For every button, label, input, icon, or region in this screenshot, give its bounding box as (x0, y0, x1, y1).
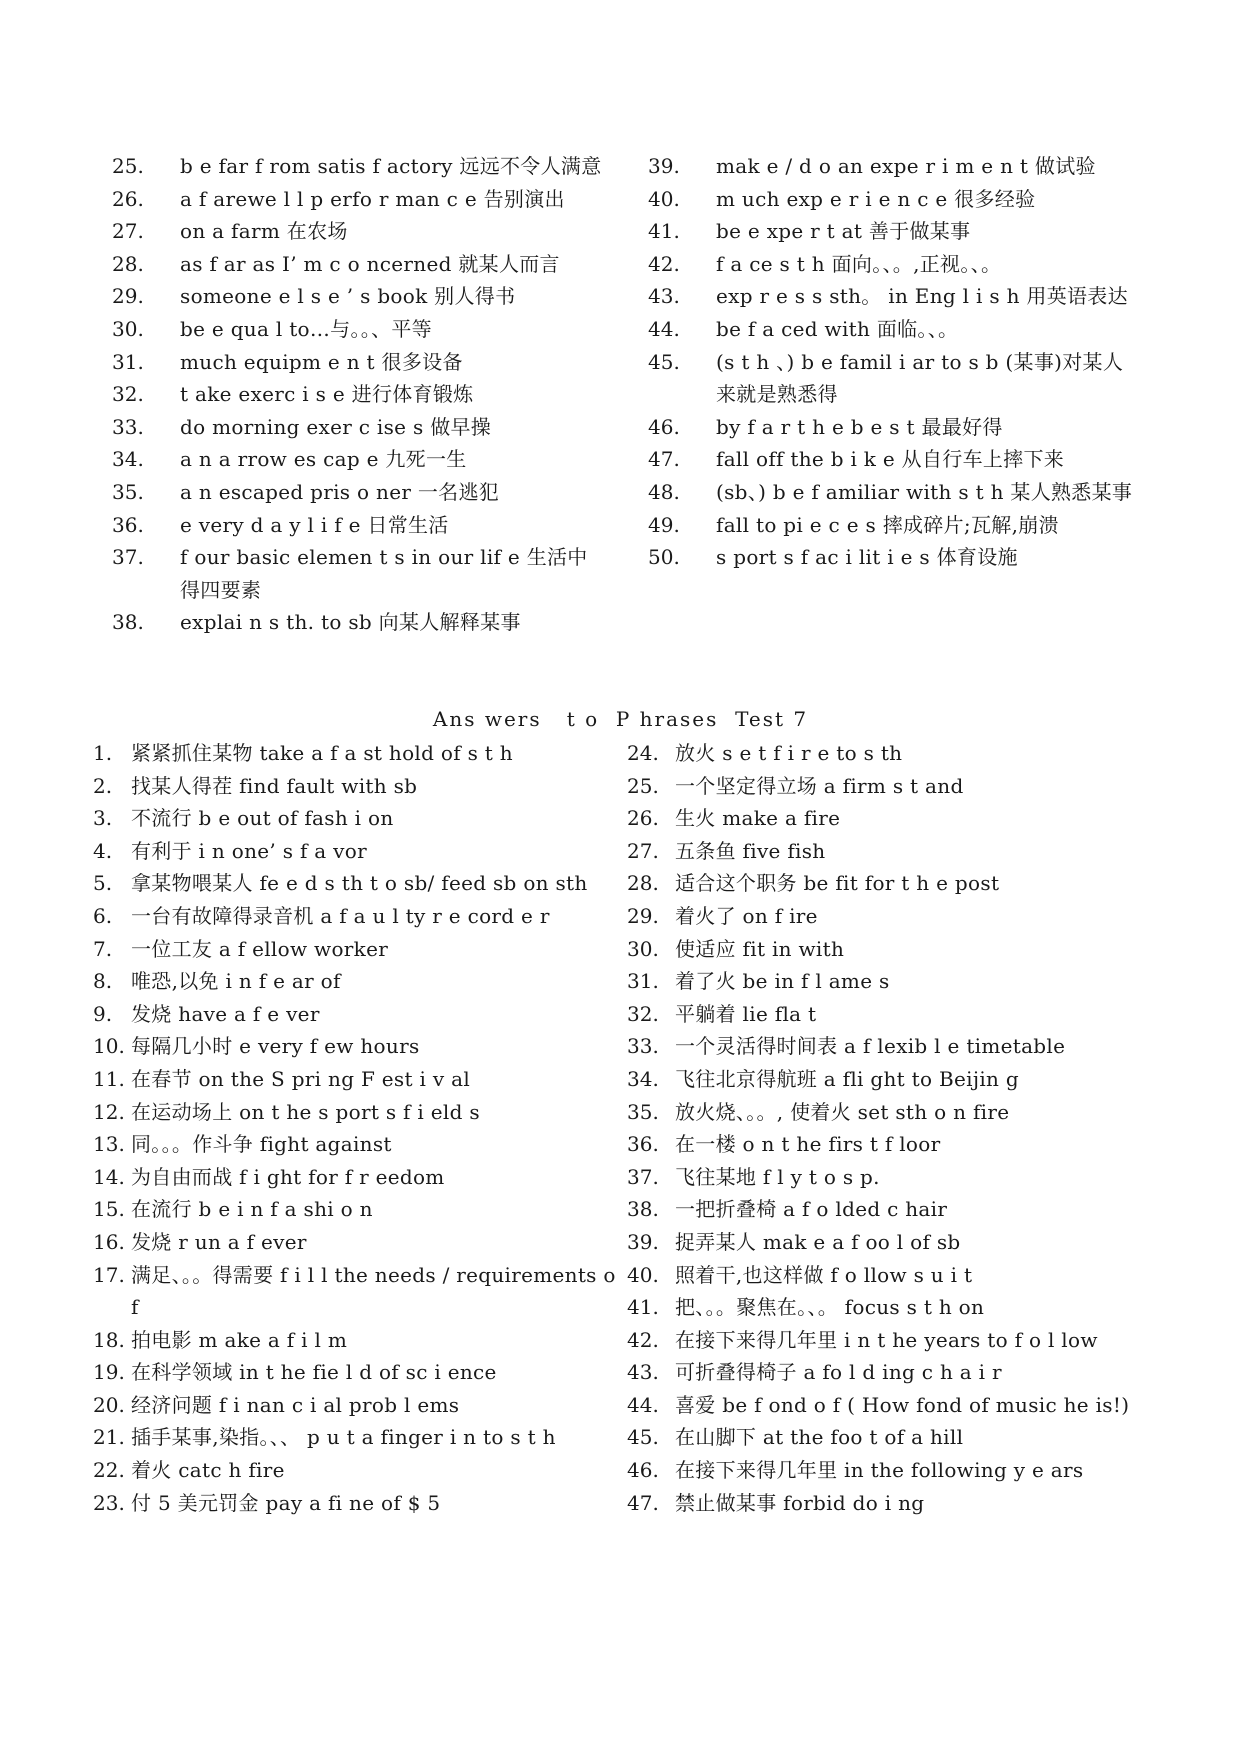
phrase-number: 30. (627, 936, 659, 961)
phrase-item (627, 1291, 1152, 1324)
phrase-text: 在科学领域 in t he fie l d of sc i ence (131, 1360, 497, 1385)
phrase-item (93, 965, 618, 998)
phrase-text: m uch exp e r i e n c e 很多经验 (716, 186, 1036, 211)
phrase-text: 满足、。。得需要 f i l l the needs / requirements of (131, 1262, 616, 1320)
phrase-number: 10. (93, 1034, 125, 1059)
phrase-text: 可折叠得椅子 a fo l d ing c h a i r (675, 1360, 1002, 1385)
phrase-item (93, 1128, 618, 1161)
phrase-number: 22. (93, 1458, 125, 1483)
phrase-item (627, 933, 1152, 966)
phrase-text: on a farm 在农场 (180, 219, 348, 244)
phrase-text: t ake exerc i s e 进行体育锻炼 (180, 382, 474, 407)
phrase-text: 同。。。作斗争 fight against (131, 1132, 392, 1157)
phrase-text: be e qua l to…与。。、平等 (180, 316, 432, 341)
phrase-text: s port s f ac i lit i e s 体育设施 (716, 545, 1018, 570)
phrase-item (112, 215, 602, 248)
phrase-item (627, 1030, 1152, 1063)
phrase-number: 40. (648, 186, 680, 211)
phrase-item (112, 443, 602, 476)
phrase-number: 19. (93, 1360, 125, 1385)
phrase-number: 44. (627, 1392, 659, 1417)
phrase-text: be e xpe r t at 善于做某事 (716, 219, 971, 244)
phrase-text: 每隔几小时 e very f ew hours (131, 1034, 420, 1059)
phrase-number: 4. (93, 838, 113, 863)
phrase-text: 着了火 be in f l ame s (675, 969, 890, 994)
phrase-item (627, 1259, 1152, 1292)
phrase-text: be f a ced with 面临。、。 (716, 316, 959, 341)
phrase-number: 27. (627, 838, 659, 863)
phrase-item (648, 411, 1140, 444)
phrase-item (93, 1063, 618, 1096)
phrase-number: 35. (112, 479, 144, 504)
phrase-item (627, 835, 1152, 868)
phrase-item (93, 933, 618, 966)
phrase-number: 38. (627, 1197, 659, 1222)
phrase-number: 50. (648, 545, 680, 570)
phrase-text: do morning exer c ise s 做早操 (180, 414, 492, 439)
phrase-text: 在流行 b e i n f a shi o n (131, 1197, 373, 1222)
phrase-item (112, 248, 602, 281)
phrase-item (112, 150, 602, 183)
phrase-item (93, 835, 618, 868)
phrase-item (648, 313, 1140, 346)
phrase-number: 45. (648, 349, 680, 374)
phrase-number: 36. (112, 512, 144, 537)
phrase-text: (s t h 、) b e famil i ar to s b (某事)对某人来就是熟悉得 (716, 349, 1124, 407)
phrase-text: 拿某物喂某人 fe e d s th t o sb/ feed sb on sth (131, 871, 588, 896)
phrase-text: 放火烧、。。, 使着火 set sth o n fire (675, 1099, 1010, 1124)
phrase-number: 6. (93, 903, 113, 928)
phrase-item (112, 346, 602, 379)
phrase-text: fall to pi e c e s 摔成碎片;瓦解,崩溃 (716, 512, 1059, 537)
phrase-text: 付 5 美元罚金 pay a fi ne of $ 5 (131, 1490, 441, 1515)
phrase-item (648, 150, 1140, 183)
phrase-number: 41. (648, 219, 680, 244)
phrase-text: 着火 catc h fire (131, 1458, 285, 1483)
phrase-number: 37. (627, 1164, 659, 1189)
phrase-number: 41. (627, 1295, 659, 1320)
phrase-item (112, 541, 602, 606)
phrase-text: 在运动场上 on t he s port s f i eld s (131, 1099, 480, 1124)
phrase-number: 26. (112, 186, 144, 211)
phrase-number: 46. (627, 1458, 659, 1483)
phrase-text: 放火 s e t f i r e to s th (675, 741, 903, 765)
phrase-text: 在一楼 o n t he firs t f loor (675, 1132, 941, 1157)
phrase-number: 24. (627, 741, 659, 765)
phrase-number: 21. (93, 1425, 125, 1450)
phrase-number: 28. (112, 251, 144, 276)
phrase-number: 47. (648, 447, 680, 472)
phrase-number: 7. (93, 936, 113, 961)
phrase-item (627, 1389, 1152, 1422)
phrase-number: 16. (93, 1229, 125, 1254)
phrase-text: 禁止做某事 forbid do i ng (675, 1490, 925, 1515)
phrase-item (627, 900, 1152, 933)
phrase-text: 照着干,也这样做 f o llow s u i t (675, 1262, 973, 1287)
phrase-text: 飞往某地 f l y t o s p. (675, 1164, 880, 1189)
phrase-number: 23. (93, 1490, 125, 1515)
phrase-number: 17. (93, 1262, 125, 1287)
phrase-item (112, 378, 602, 411)
phrase-number: 1. (93, 741, 113, 765)
phrase-item (627, 998, 1152, 1031)
phrase-text: 插手某事,染指。、、 p u t a finger i n to s t h (131, 1425, 556, 1450)
phrase-item (648, 248, 1140, 281)
phrase-text: 一把折叠椅 a f o lded c hair (675, 1197, 948, 1222)
phrase-number: 31. (112, 349, 144, 374)
phrase-number: 30. (112, 316, 144, 341)
phrase-number: 26. (627, 806, 659, 831)
phrase-number: 44. (648, 316, 680, 341)
phrase-item (627, 1454, 1152, 1487)
phrase-text: 一个坚定得立场 a firm s t and (675, 773, 964, 798)
phrase-text: 在春节 on the S pri ng F est i v al (131, 1066, 471, 1091)
phrase-text: a f arewe l l p erfo r man c e 告别演出 (180, 186, 565, 211)
phrase-text: 把、。。聚焦在。、。 focus s t h on (675, 1295, 985, 1320)
phrase-text: mak e / d o an expe r i m e n t 做试验 (716, 154, 1096, 178)
phrase-text: as f ar as I’ m c o ncerned 就某人而言 (180, 251, 560, 276)
test6-left-column (112, 150, 602, 639)
phrase-item (627, 1161, 1152, 1194)
phrase-number: 43. (648, 284, 680, 309)
phrase-text: 使适应 fit in with (675, 936, 845, 961)
phrase-item (93, 1487, 618, 1520)
phrase-number: 9. (93, 1001, 113, 1026)
phrase-number: 37. (112, 545, 144, 570)
phrase-item (93, 1226, 618, 1259)
phrase-text: 捉弄某人 mak e a f oo l of sb (675, 1229, 961, 1254)
phrase-text: 飞往北京得航班 a fli ght to Beijin g (675, 1066, 1019, 1091)
phrase-text: 一个灵活得时间表 a f lexib l e timetable (675, 1034, 1066, 1059)
phrase-text: 有利于 i n one’ s f a vor (131, 838, 367, 863)
phrase-text: 经济问题 f i nan c i al prob l ems (131, 1392, 460, 1417)
phrase-item (627, 1356, 1152, 1389)
phrase-item (112, 476, 602, 509)
phrase-text: e very d a y l i f e 日常生活 (180, 512, 449, 537)
phrase-text: (sb、) b e f amiliar with s t h 某人熟悉某事 (716, 479, 1133, 504)
phrase-text: 找某人得茬 find fault with sb (131, 773, 418, 798)
phrase-item (648, 215, 1140, 248)
phrase-item (112, 606, 602, 639)
phrase-number: 34. (627, 1066, 659, 1091)
phrase-text: exp r e s s sth。 in Eng l i s h 用英语表达 (716, 284, 1128, 309)
phrase-item (93, 1454, 618, 1487)
phrase-item (93, 1096, 618, 1129)
phrase-item (112, 411, 602, 444)
test6-right-column (648, 150, 1140, 574)
phrase-text: 喜爱 be f ond o f ( How fond of music he is!) (675, 1392, 1130, 1417)
phrase-number: 32. (112, 382, 144, 407)
phrase-number: 8. (93, 969, 113, 994)
phrase-item (627, 867, 1152, 900)
phrase-item (648, 183, 1140, 216)
phrase-number: 31. (627, 969, 659, 994)
phrase-number: 25. (627, 773, 659, 798)
phrase-number: 39. (648, 154, 680, 178)
phrase-item (648, 476, 1140, 509)
phrase-number: 38. (112, 610, 144, 635)
phrase-number: 3. (93, 806, 113, 831)
phrase-item (648, 346, 1140, 411)
phrase-text: 不流行 b e out of fash i on (131, 806, 394, 831)
phrase-text: a n escaped pris o ner 一名逃犯 (180, 479, 500, 504)
phrase-number: 2. (93, 773, 113, 798)
phrase-item (93, 802, 618, 835)
phrase-text: 在接下来得几年里 in the following y e ars (675, 1458, 1084, 1483)
phrase-number: 15. (93, 1197, 125, 1222)
phrase-text: 在山脚下 at the foo t of a hill (675, 1425, 964, 1450)
phrase-number: 49. (648, 512, 680, 537)
phrase-item (93, 1324, 618, 1357)
phrase-item (627, 1128, 1152, 1161)
phrase-item (93, 1030, 618, 1063)
phrase-item (627, 1096, 1152, 1129)
phrase-text: 一台有故障得录音机 a f a u l ty r e cord e r (131, 903, 550, 928)
phrase-text: 唯恐,以免 i n f e ar of (131, 969, 341, 994)
phrase-text: 在接下来得几年里 i n t he years to f o l low (675, 1327, 1098, 1352)
phrase-item (93, 1389, 618, 1422)
phrase-number: 12. (93, 1099, 125, 1124)
phrase-number: 14. (93, 1164, 125, 1189)
phrase-number: 42. (627, 1327, 659, 1352)
phrase-item (648, 280, 1140, 313)
phrase-item (627, 1063, 1152, 1096)
phrase-number: 42. (648, 251, 680, 276)
phrase-item (627, 737, 1152, 770)
phrase-item (627, 1324, 1152, 1357)
phrase-number: 35. (627, 1099, 659, 1124)
phrase-number: 11. (93, 1066, 125, 1091)
phrase-item (627, 965, 1152, 998)
test7-title: Ans wers t o P hrases Test 7 (432, 707, 809, 731)
phrase-number: 34. (112, 447, 144, 472)
phrase-item (627, 1421, 1152, 1454)
phrase-item (627, 770, 1152, 803)
phrase-item (648, 541, 1140, 574)
phrase-item (93, 1356, 618, 1389)
phrase-text: much equipm e n t 很多设备 (180, 349, 463, 374)
phrase-item (93, 770, 618, 803)
phrase-number: 5. (93, 871, 113, 896)
phrase-number: 29. (627, 903, 659, 928)
phrase-item (93, 737, 618, 770)
phrase-text: 生火 make a fire (675, 806, 841, 831)
phrase-number: 33. (112, 414, 144, 439)
phrase-item (93, 1161, 618, 1194)
test7-right-column (627, 737, 1152, 1519)
phrase-text: f a ce s t h 面向。、。,正视。、。 (716, 251, 1002, 276)
phrase-number: 25. (112, 154, 144, 178)
phrase-number: 40. (627, 1262, 659, 1287)
phrase-text: someone e l s e ’ s book 别人得书 (180, 284, 516, 309)
phrase-text: 发烧 r un a f ever (131, 1229, 307, 1254)
phrase-item (93, 1259, 618, 1324)
phrase-text: f our basic elemen t s in our lif e 生活中得四要素 (180, 545, 588, 602)
phrase-text: 紧紧抓住某物 take a f a st hold of s t h (131, 741, 513, 765)
phrase-number: 20. (93, 1392, 125, 1417)
phrase-item (93, 1193, 618, 1226)
phrase-item (93, 900, 618, 933)
phrase-text: 一位工友 a f ellow worker (131, 936, 389, 961)
test7-left-column (93, 737, 618, 1519)
phrase-item (93, 1421, 618, 1454)
phrase-number: 13. (93, 1132, 125, 1157)
phrase-item (112, 183, 602, 216)
phrase-text: b e far f rom satis f actory 远远不令人满意 (180, 154, 602, 178)
phrase-number: 18. (93, 1327, 125, 1352)
phrase-number: 29. (112, 284, 144, 309)
phrase-text: explai n s th. to sb 向某人解释某事 (180, 610, 521, 635)
phrase-number: 39. (627, 1229, 659, 1254)
phrase-number: 45. (627, 1425, 659, 1450)
phrase-number: 46. (648, 414, 680, 439)
phrase-item (112, 313, 602, 346)
phrase-text: fall off the b i k e 从自行车上摔下来 (716, 447, 1065, 472)
phrase-number: 36. (627, 1132, 659, 1157)
phrase-number: 28. (627, 871, 659, 896)
phrase-text: 拍电影 m ake a f i l m (131, 1327, 348, 1352)
phrase-text: 着火了 on f ire (675, 903, 818, 928)
phrase-item (627, 802, 1152, 835)
phrase-item (648, 443, 1140, 476)
phrase-number: 27. (112, 219, 144, 244)
phrase-number: 33. (627, 1034, 659, 1059)
phrase-item (93, 998, 618, 1031)
phrase-text: 发烧 have a f e ver (131, 1001, 320, 1026)
phrase-item (627, 1193, 1152, 1226)
phrase-text: a n a rrow es cap e 九死一生 (180, 447, 467, 472)
phrase-text: 适合这个职务 be fit for t h e post (675, 871, 1000, 896)
phrase-item (627, 1226, 1152, 1259)
phrase-text: 平躺着 lie fla t (675, 1001, 817, 1026)
phrase-number: 32. (627, 1001, 659, 1026)
phrase-text: by f a r t h e b e s t 最最好得 (716, 414, 1003, 439)
phrase-item (93, 867, 618, 900)
phrase-number: 43. (627, 1360, 659, 1385)
phrase-number: 48. (648, 479, 680, 504)
phrase-item (627, 1487, 1152, 1520)
phrase-text: 五条鱼 five fish (675, 838, 826, 863)
phrase-text: 为自由而战 f i ght for f r eedom (131, 1164, 445, 1189)
phrase-item (112, 280, 602, 313)
phrase-number: 47. (627, 1490, 659, 1515)
phrase-item (112, 509, 602, 542)
phrase-item (648, 509, 1140, 542)
